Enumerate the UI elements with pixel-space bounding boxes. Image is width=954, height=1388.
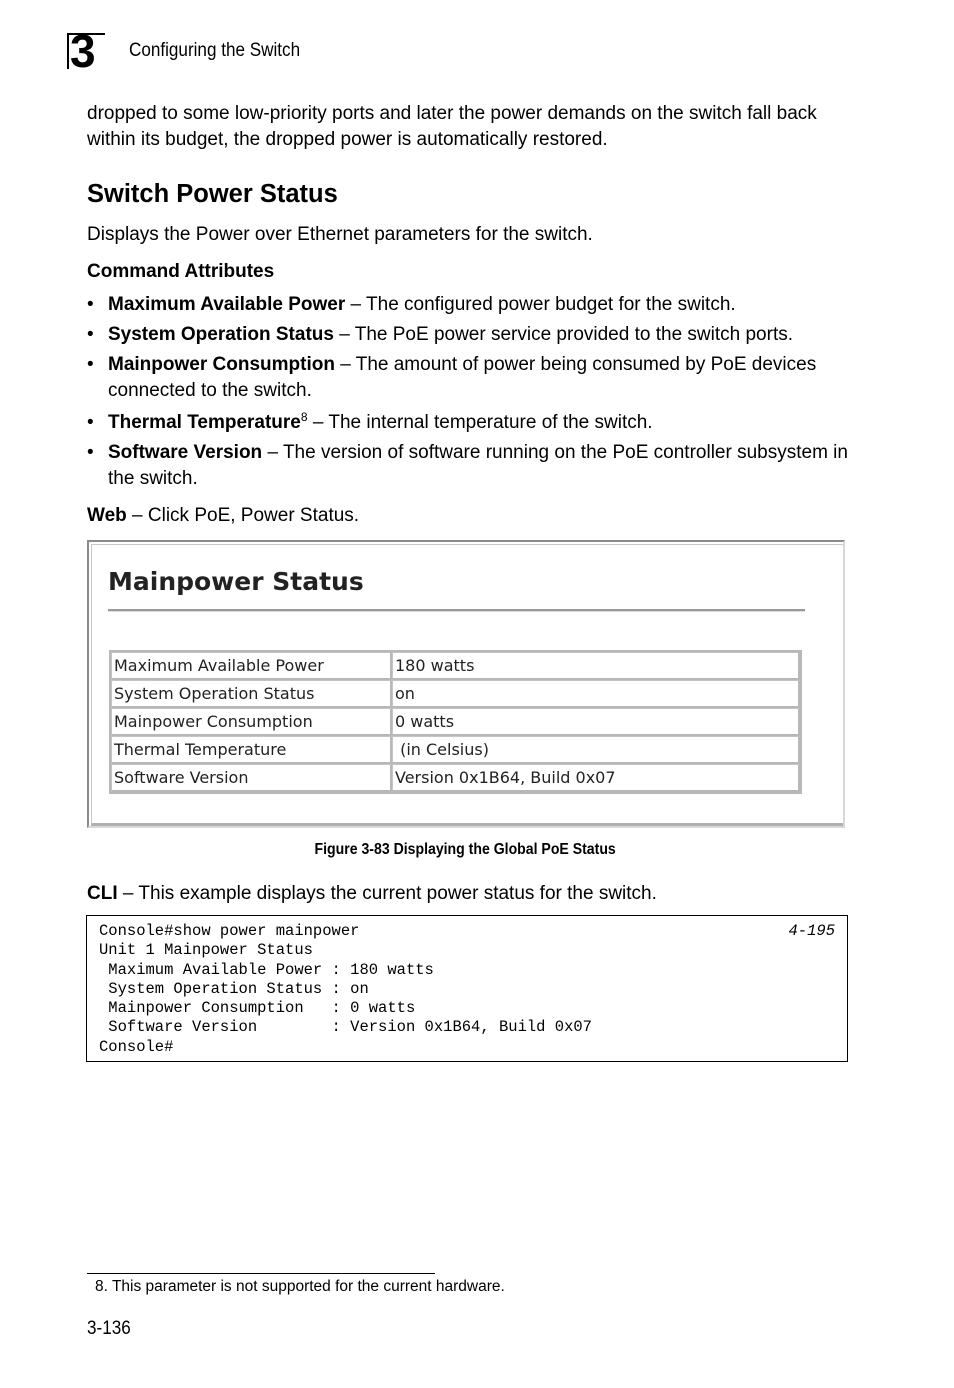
bullet-marker: • [87,442,94,463]
screenshot-frame [91,544,843,826]
footnote: 8. This parameter is not supported for the current hardware. [95,1278,505,1295]
row-value: 0 watts [392,708,800,736]
row-label: Mainpower Consumption [111,708,392,736]
attribute-desc: – The internal temperature of the switch. [307,412,653,433]
page-number: 3-136 [87,1318,131,1339]
status-table [109,650,802,794]
screenshot-title: Mainpower Status [108,567,364,596]
cli-line: Software Version : Version 0x1B64, Build 0x07 [99,1018,592,1037]
chapter-title: Configuring the Switch [129,40,301,61]
row-label: Thermal Temperature [111,736,392,764]
cli-line: Console# [99,1037,174,1056]
cli-page-reference: 4-195 [788,922,835,940]
bullet-marker: • [87,294,94,315]
cli-label: CLI [87,883,118,904]
bullet-marker: • [87,354,94,375]
cli-line: Mainpower Consumption : 0 watts [99,999,416,1018]
row-value: on [392,680,800,708]
attribute-term: System Operation Status [108,324,334,345]
table-row [111,680,800,708]
section-description: Displays the Power over Ethernet parameters for the switch. [87,224,593,245]
bullet-marker: • [87,412,94,433]
attribute-desc: – The PoE power service provided to the switch ports. [333,324,793,345]
cli-text: – This example displays the current power status for the switch. [117,883,657,904]
attribute-desc: – The amount of power being consumed by PoE devices connected to the switch. [108,354,817,401]
cli-line: Maximum Available Power : 180 watts [99,960,434,979]
row-value: (in Celsius) [392,736,800,764]
figure-caption [0,839,930,861]
attribute-desc: – The version of software running on the PoE controller subsystem in the switch. [108,442,848,489]
cli-output [99,922,592,1057]
cli-line: Console#show power mainpower [99,922,360,940]
web-instruction [87,503,359,529]
intro-paragraph: dropped to some low-priority ports and later the power demands on the switch fall back within its budget, the dropped power is automatically restored. [87,103,817,150]
attribute-term: Thermal Temperature [108,412,301,433]
row-label: System Operation Status [111,680,392,708]
table-row [111,708,800,736]
attribute-term: Mainpower Consumption [108,354,335,375]
row-label: Software Version [111,764,392,792]
attribute-term: Maximum Available Power [108,294,346,315]
attribute-desc: – The configured power budget for the switch. [345,294,736,315]
section-heading: Switch Power Status [87,180,338,208]
title-divider [108,609,805,612]
mainpower-status-screenshot [87,540,845,828]
row-value: Version 0x1B64, Build 0x07 [392,764,800,792]
web-label: Web [87,505,127,526]
table-row [111,652,800,680]
cli-example-box [86,915,848,1062]
attributes-heading: Command Attributes [87,261,275,282]
cli-instruction [87,881,657,907]
chapter-number: 3 [70,25,96,77]
cli-line: System Operation Status : on [99,979,369,998]
table-row [111,736,800,764]
row-value: 180 watts [392,652,800,680]
bullet-marker: • [87,324,94,345]
attribute-term: Software Version [108,442,263,463]
cli-line: Unit 1 Mainpower Status [99,941,313,960]
web-text: – Click PoE, Power Status. [126,505,360,526]
footnote-divider [87,1273,435,1274]
row-label: Maximum Available Power [111,652,392,680]
footnote-ref: 8 [300,410,308,424]
table-row [111,764,800,792]
figure-caption-text: Figure 3-83 Displaying the Global PoE Status [314,841,616,858]
